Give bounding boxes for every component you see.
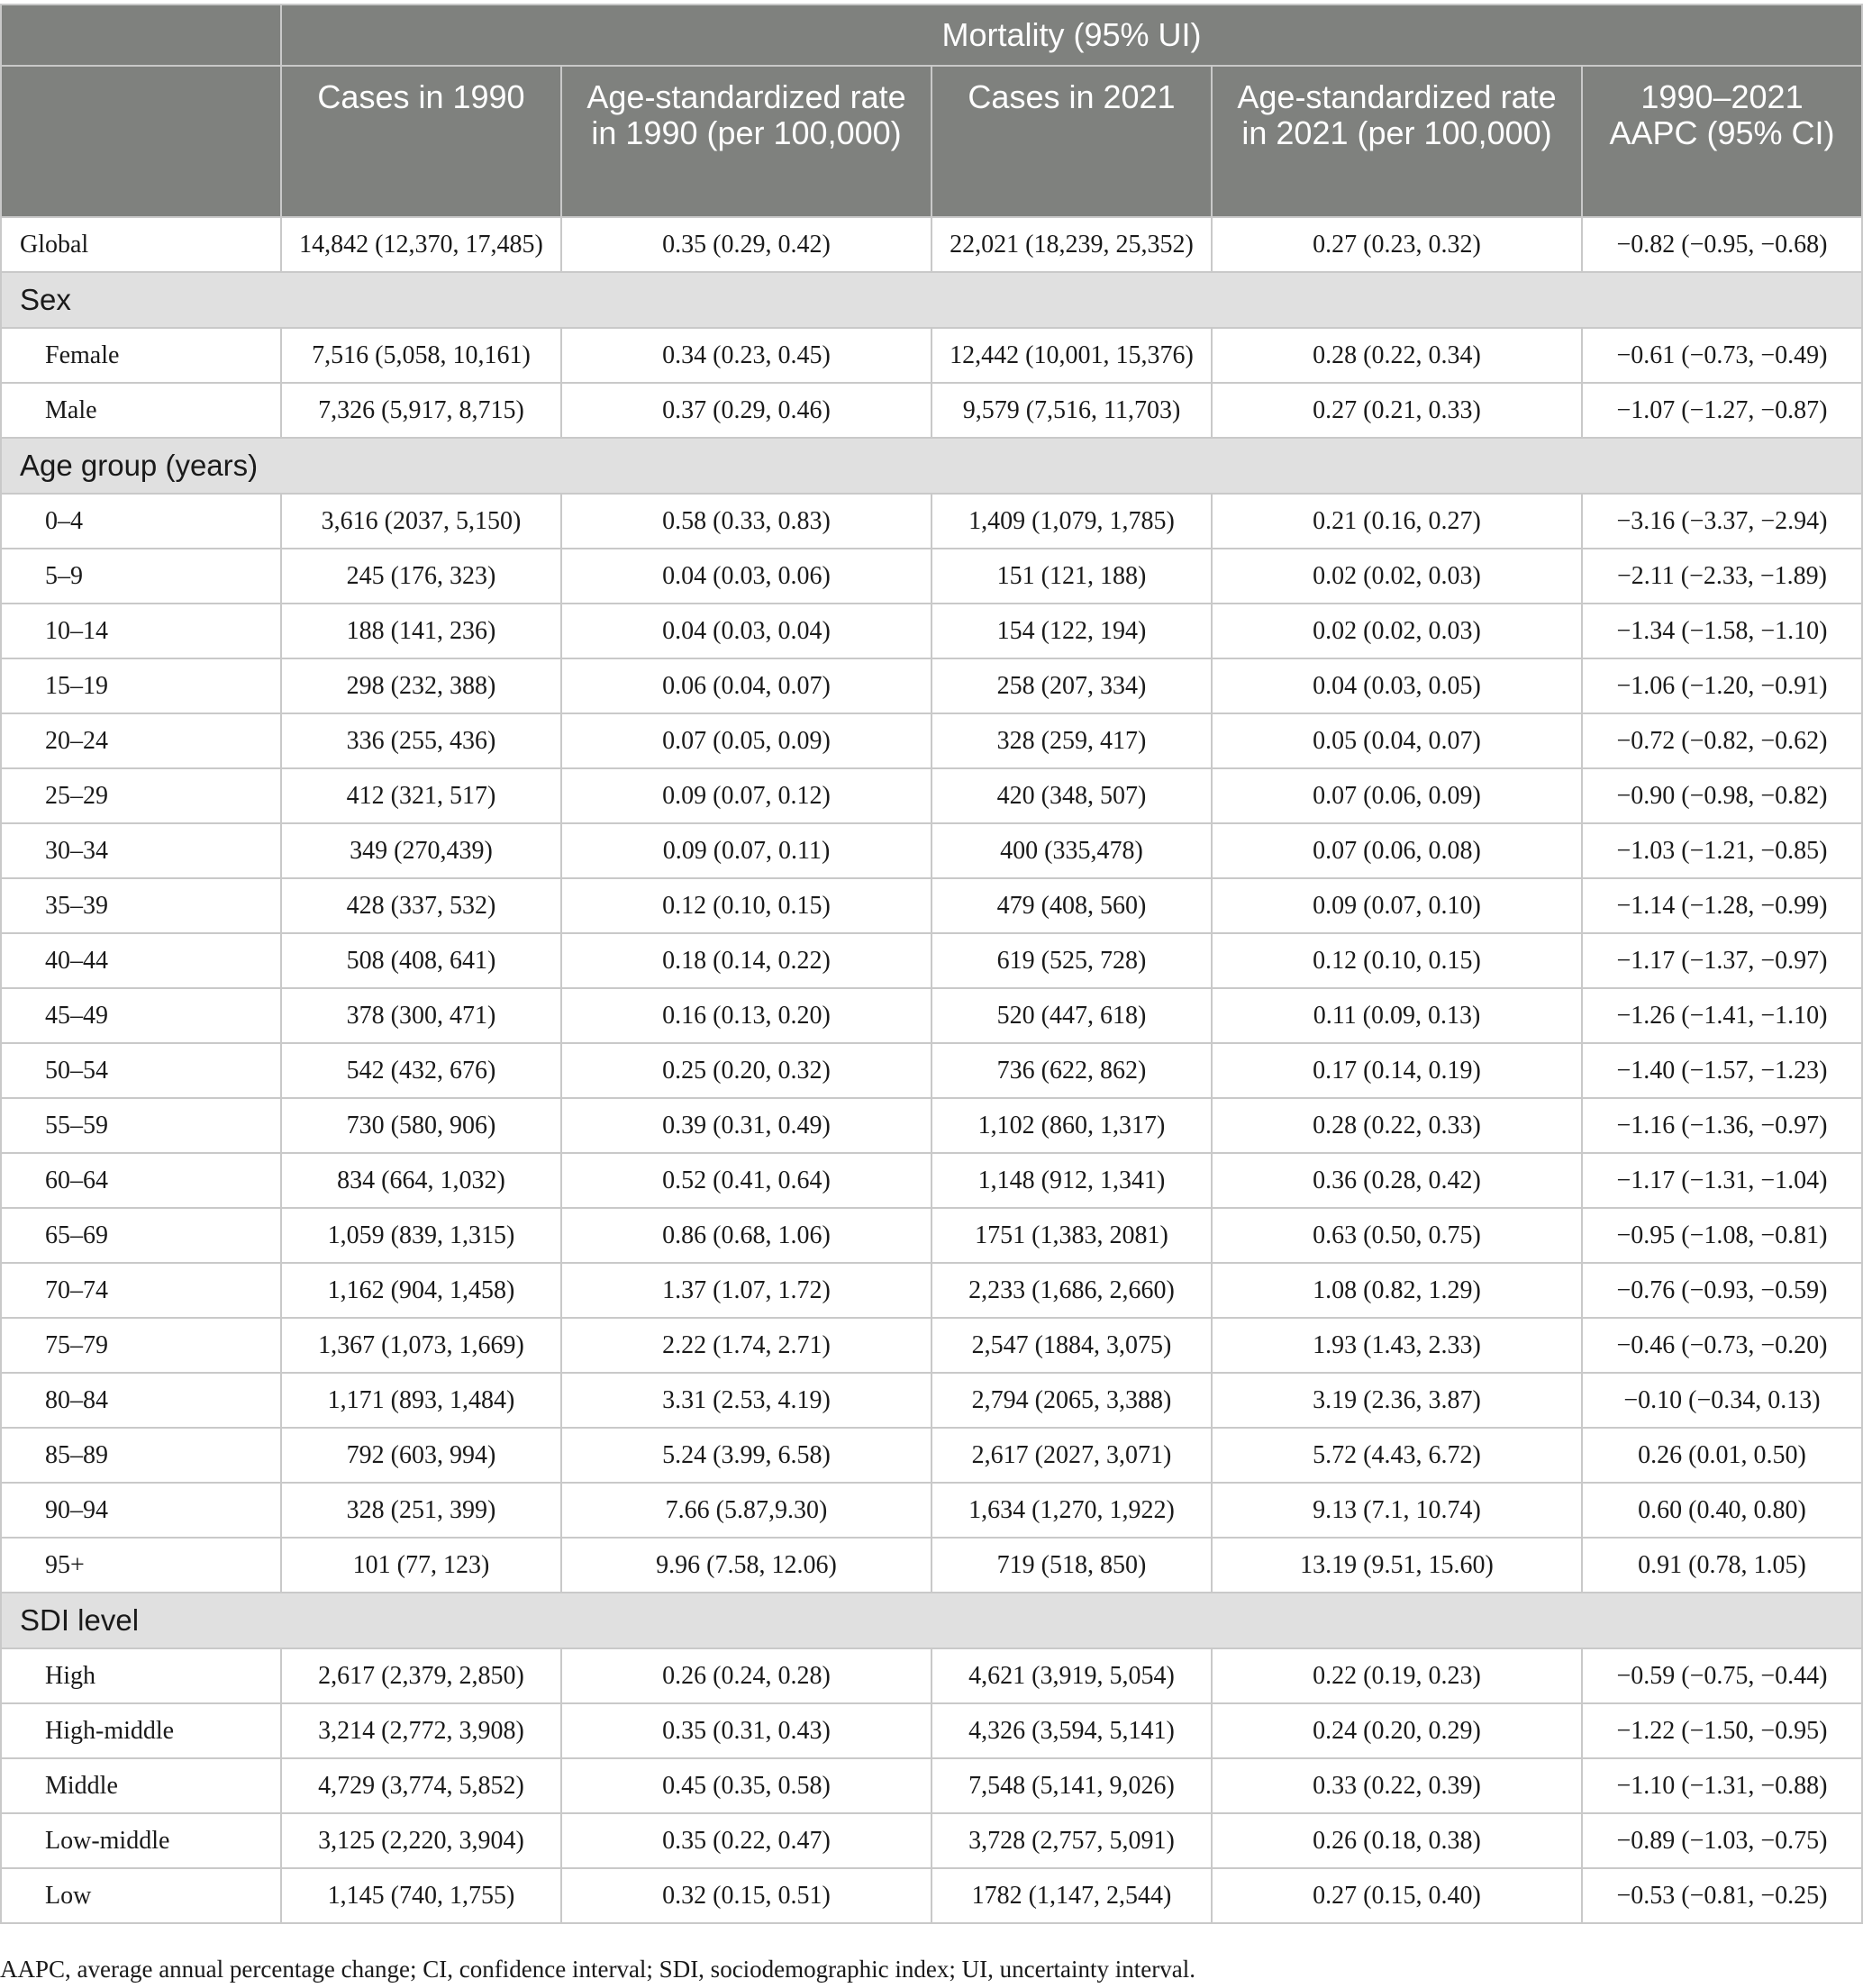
header-columns-row xyxy=(1,66,1862,217)
column-header-aapc: 1990–2021 AAPC (95% CI) xyxy=(1582,66,1862,217)
cell-asr-1990: 0.12 (0.10, 0.15) xyxy=(561,878,932,933)
cell-cases-1990: 378 (300, 471) xyxy=(281,988,561,1043)
cell-asr-1990: 2.22 (1.74, 2.71) xyxy=(561,1318,932,1373)
row-label: 80–84 xyxy=(1,1373,281,1428)
row-label: 0–4 xyxy=(1,494,281,549)
row-label: 35–39 xyxy=(1,878,281,933)
table-row xyxy=(1,658,1862,713)
table-row xyxy=(1,1813,1862,1868)
cell-asr-2021: 0.09 (0.07, 0.10) xyxy=(1212,878,1582,933)
row-label: 60–64 xyxy=(1,1153,281,1208)
cell-aapc: 0.91 (0.78, 1.05) xyxy=(1582,1538,1862,1593)
cell-cases-2021: 479 (408, 560) xyxy=(932,878,1212,933)
row-label: 30–34 xyxy=(1,823,281,878)
cell-asr-1990: 0.06 (0.04, 0.07) xyxy=(561,658,932,713)
table-row xyxy=(1,933,1862,988)
table-row xyxy=(1,1538,1862,1593)
table-row xyxy=(1,383,1862,438)
cell-cases-2021: 2,233 (1,686, 2,660) xyxy=(932,1263,1212,1318)
column-header-asr-2021: Age-standardized rate in 2021 (per 100,000) xyxy=(1212,66,1582,217)
table-row xyxy=(1,549,1862,604)
table-row xyxy=(1,878,1862,933)
cell-asr-1990: 0.09 (0.07, 0.12) xyxy=(561,768,932,823)
cell-cases-1990: 7,326 (5,917, 8,715) xyxy=(281,383,561,438)
table-row xyxy=(1,1263,1862,1318)
cell-cases-2021: 151 (121, 188) xyxy=(932,549,1212,604)
row-label: High xyxy=(1,1648,281,1703)
cell-aapc: −1.34 (−1.58, −1.10) xyxy=(1582,604,1862,658)
table-row xyxy=(1,1483,1862,1538)
row-label: Middle xyxy=(1,1758,281,1813)
cell-asr-1990: 0.39 (0.31, 0.49) xyxy=(561,1098,932,1153)
cell-asr-2021: 0.05 (0.04, 0.07) xyxy=(1212,713,1582,768)
cell-cases-1990: 1,145 (740, 1,755) xyxy=(281,1868,561,1923)
column-header-asr-1990: Age-standardized rate in 1990 (per 100,000) xyxy=(561,66,932,217)
row-label: 25–29 xyxy=(1,768,281,823)
cell-asr-1990: 0.16 (0.13, 0.20) xyxy=(561,988,932,1043)
cell-cases-1990: 14,842 (12,370, 17,485) xyxy=(281,217,561,272)
section-header-row xyxy=(1,438,1862,494)
cell-asr-1990: 0.34 (0.23, 0.45) xyxy=(561,328,932,383)
cell-cases-1990: 2,617 (2,379, 2,850) xyxy=(281,1648,561,1703)
cell-cases-2021: 520 (447, 618) xyxy=(932,988,1212,1043)
cell-cases-2021: 1,409 (1,079, 1,785) xyxy=(932,494,1212,549)
cell-asr-1990: 0.35 (0.29, 0.42) xyxy=(561,217,932,272)
cell-asr-1990: 3.31 (2.53, 4.19) xyxy=(561,1373,932,1428)
cell-asr-1990: 0.35 (0.22, 0.47) xyxy=(561,1813,932,1868)
row-label: 20–24 xyxy=(1,713,281,768)
table-row xyxy=(1,328,1862,383)
cell-aapc: 0.26 (0.01, 0.50) xyxy=(1582,1428,1862,1483)
cell-asr-2021: 0.26 (0.18, 0.38) xyxy=(1212,1813,1582,1868)
cell-cases-2021: 719 (518, 850) xyxy=(932,1538,1212,1593)
mortality-table xyxy=(0,4,1863,1924)
cell-asr-1990: 0.52 (0.41, 0.64) xyxy=(561,1153,932,1208)
cell-cases-1990: 328 (251, 399) xyxy=(281,1483,561,1538)
row-label: 70–74 xyxy=(1,1263,281,1318)
cell-cases-2021: 1,148 (912, 1,341) xyxy=(932,1153,1212,1208)
table-row xyxy=(1,1428,1862,1483)
cell-asr-2021: 0.28 (0.22, 0.33) xyxy=(1212,1098,1582,1153)
cell-cases-1990: 298 (232, 388) xyxy=(281,658,561,713)
cell-cases-1990: 1,059 (839, 1,315) xyxy=(281,1208,561,1263)
cell-asr-2021: 0.02 (0.02, 0.03) xyxy=(1212,549,1582,604)
cell-asr-2021: 0.24 (0.20, 0.29) xyxy=(1212,1703,1582,1758)
row-label: 55–59 xyxy=(1,1098,281,1153)
cell-aapc: −0.46 (−0.73, −0.20) xyxy=(1582,1318,1862,1373)
cell-aapc: −3.16 (−3.37, −2.94) xyxy=(1582,494,1862,549)
table-row xyxy=(1,1318,1862,1373)
cell-cases-2021: 2,617 (2027, 3,071) xyxy=(932,1428,1212,1483)
cell-asr-1990: 0.37 (0.29, 0.46) xyxy=(561,383,932,438)
cell-cases-2021: 9,579 (7,516, 11,703) xyxy=(932,383,1212,438)
cell-cases-1990: 792 (603, 994) xyxy=(281,1428,561,1483)
section-header-row xyxy=(1,272,1862,328)
cell-aapc: −0.61 (−0.73, −0.49) xyxy=(1582,328,1862,383)
cell-cases-1990: 349 (270,439) xyxy=(281,823,561,878)
cell-cases-2021: 2,794 (2065, 3,388) xyxy=(932,1373,1212,1428)
cell-aapc: −1.17 (−1.31, −1.04) xyxy=(1582,1153,1862,1208)
row-label: 5–9 xyxy=(1,549,281,604)
cell-aapc: −0.89 (−1.03, −0.75) xyxy=(1582,1813,1862,1868)
cell-cases-1990: 730 (580, 906) xyxy=(281,1098,561,1153)
cell-aapc: −1.16 (−1.36, −0.97) xyxy=(1582,1098,1862,1153)
cell-aapc: 0.60 (0.40, 0.80) xyxy=(1582,1483,1862,1538)
row-label: Male xyxy=(1,383,281,438)
cell-asr-1990: 0.04 (0.03, 0.06) xyxy=(561,549,932,604)
cell-cases-2021: 7,548 (5,141, 9,026) xyxy=(932,1758,1212,1813)
row-label: 15–19 xyxy=(1,658,281,713)
cell-aapc: −1.06 (−1.20, −0.91) xyxy=(1582,658,1862,713)
mortality-table-container xyxy=(0,4,1861,1924)
header-corner-cell xyxy=(1,5,281,66)
cell-asr-2021: 0.02 (0.02, 0.03) xyxy=(1212,604,1582,658)
table-row xyxy=(1,1868,1862,1923)
cell-asr-2021: 0.17 (0.14, 0.19) xyxy=(1212,1043,1582,1098)
cell-cases-1990: 3,125 (2,220, 3,904) xyxy=(281,1813,561,1868)
table-row xyxy=(1,988,1862,1043)
cell-asr-2021: 3.19 (2.36, 3.87) xyxy=(1212,1373,1582,1428)
table-row xyxy=(1,713,1862,768)
section-title: Age group (years) xyxy=(1,438,1862,494)
cell-asr-2021: 0.33 (0.22, 0.39) xyxy=(1212,1758,1582,1813)
cell-asr-2021: 5.72 (4.43, 6.72) xyxy=(1212,1428,1582,1483)
cell-aapc: −1.26 (−1.41, −1.10) xyxy=(1582,988,1862,1043)
cell-cases-2021: 3,728 (2,757, 5,091) xyxy=(932,1813,1212,1868)
cell-cases-2021: 1,634 (1,270, 1,922) xyxy=(932,1483,1212,1538)
cell-asr-2021: 13.19 (9.51, 15.60) xyxy=(1212,1538,1582,1593)
cell-asr-1990: 0.07 (0.05, 0.09) xyxy=(561,713,932,768)
cell-asr-2021: 1.08 (0.82, 1.29) xyxy=(1212,1263,1582,1318)
cell-cases-1990: 834 (664, 1,032) xyxy=(281,1153,561,1208)
row-label: 85–89 xyxy=(1,1428,281,1483)
table-row xyxy=(1,1703,1862,1758)
cell-aapc: −1.07 (−1.27, −0.87) xyxy=(1582,383,1862,438)
header-group-row xyxy=(1,5,1862,66)
cell-aapc: −0.59 (−0.75, −0.44) xyxy=(1582,1648,1862,1703)
table-row xyxy=(1,1043,1862,1098)
cell-asr-2021: 0.07 (0.06, 0.08) xyxy=(1212,823,1582,878)
cell-cases-1990: 3,616 (2037, 5,150) xyxy=(281,494,561,549)
row-label: 65–69 xyxy=(1,1208,281,1263)
row-label: 40–44 xyxy=(1,933,281,988)
table-row xyxy=(1,1098,1862,1153)
cell-cases-2021: 22,021 (18,239, 25,352) xyxy=(932,217,1212,272)
cell-cases-2021: 1751 (1,383, 2081) xyxy=(932,1208,1212,1263)
cell-cases-1990: 4,729 (3,774, 5,852) xyxy=(281,1758,561,1813)
cell-asr-1990: 0.35 (0.31, 0.43) xyxy=(561,1703,932,1758)
table-header xyxy=(1,5,1862,217)
cell-asr-1990: 0.45 (0.35, 0.58) xyxy=(561,1758,932,1813)
row-label: 90–94 xyxy=(1,1483,281,1538)
cell-cases-2021: 400 (335,478) xyxy=(932,823,1212,878)
table-row-global xyxy=(1,217,1862,272)
row-label: 50–54 xyxy=(1,1043,281,1098)
row-label: Low xyxy=(1,1868,281,1923)
table-row xyxy=(1,1648,1862,1703)
cell-aapc: −0.90 (−0.98, −0.82) xyxy=(1582,768,1862,823)
cell-asr-2021: 0.63 (0.50, 0.75) xyxy=(1212,1208,1582,1263)
cell-cases-1990: 3,214 (2,772, 3,908) xyxy=(281,1703,561,1758)
cell-aapc: −1.22 (−1.50, −0.95) xyxy=(1582,1703,1862,1758)
cell-asr-1990: 7.66 (5.87,9.30) xyxy=(561,1483,932,1538)
row-label: Low-middle xyxy=(1,1813,281,1868)
cell-asr-2021: 0.27 (0.15, 0.40) xyxy=(1212,1868,1582,1923)
cell-cases-2021: 420 (348, 507) xyxy=(932,768,1212,823)
cell-cases-1990: 336 (255, 436) xyxy=(281,713,561,768)
cell-cases-2021: 154 (122, 194) xyxy=(932,604,1212,658)
column-header-cases-2021: Cases in 2021 xyxy=(932,66,1212,217)
cell-cases-1990: 1,367 (1,073, 1,669) xyxy=(281,1318,561,1373)
cell-asr-2021: 0.07 (0.06, 0.09) xyxy=(1212,768,1582,823)
cell-asr-1990: 0.09 (0.07, 0.11) xyxy=(561,823,932,878)
cell-asr-1990: 0.25 (0.20, 0.32) xyxy=(561,1043,932,1098)
cell-cases-2021: 619 (525, 728) xyxy=(932,933,1212,988)
cell-aapc: −1.10 (−1.31, −0.88) xyxy=(1582,1758,1862,1813)
table-body xyxy=(1,217,1862,1923)
cell-asr-1990: 1.37 (1.07, 1.72) xyxy=(561,1263,932,1318)
cell-cases-2021: 736 (622, 862) xyxy=(932,1043,1212,1098)
cell-cases-1990: 542 (432, 676) xyxy=(281,1043,561,1098)
cell-aapc: −2.11 (−2.33, −1.89) xyxy=(1582,549,1862,604)
cell-asr-2021: 0.11 (0.09, 0.13) xyxy=(1212,988,1582,1043)
column-header-cases-1990: Cases in 1990 xyxy=(281,66,561,217)
cell-asr-2021: 0.28 (0.22, 0.34) xyxy=(1212,328,1582,383)
cell-asr-1990: 0.26 (0.24, 0.28) xyxy=(561,1648,932,1703)
row-label: 10–14 xyxy=(1,604,281,658)
table-row xyxy=(1,768,1862,823)
table-row xyxy=(1,1758,1862,1813)
row-label: Global xyxy=(1,217,281,272)
cell-aapc: −1.17 (−1.37, −0.97) xyxy=(1582,933,1862,988)
cell-cases-1990: 7,516 (5,058, 10,161) xyxy=(281,328,561,383)
cell-aapc: −0.53 (−0.81, −0.25) xyxy=(1582,1868,1862,1923)
header-group-label: Mortality (95% UI) xyxy=(281,5,1862,66)
row-label: Female xyxy=(1,328,281,383)
cell-asr-1990: 0.18 (0.14, 0.22) xyxy=(561,933,932,988)
cell-aapc: −0.76 (−0.93, −0.59) xyxy=(1582,1263,1862,1318)
cell-asr-1990: 0.86 (0.68, 1.06) xyxy=(561,1208,932,1263)
cell-asr-2021: 0.12 (0.10, 0.15) xyxy=(1212,933,1582,988)
cell-asr-1990: 5.24 (3.99, 6.58) xyxy=(561,1428,932,1483)
cell-asr-2021: 0.36 (0.28, 0.42) xyxy=(1212,1153,1582,1208)
cell-aapc: −1.03 (−1.21, −0.85) xyxy=(1582,823,1862,878)
cell-cases-2021: 328 (259, 417) xyxy=(932,713,1212,768)
cell-cases-2021: 4,326 (3,594, 5,141) xyxy=(932,1703,1212,1758)
row-label: 45–49 xyxy=(1,988,281,1043)
cell-asr-1990: 0.32 (0.15, 0.51) xyxy=(561,1868,932,1923)
cell-cases-2021: 4,621 (3,919, 5,054) xyxy=(932,1648,1212,1703)
cell-asr-2021: 0.04 (0.03, 0.05) xyxy=(1212,658,1582,713)
row-label: 95+ xyxy=(1,1538,281,1593)
cell-cases-1990: 1,171 (893, 1,484) xyxy=(281,1373,561,1428)
section-title: SDI level xyxy=(1,1593,1862,1648)
cell-asr-1990: 0.04 (0.03, 0.04) xyxy=(561,604,932,658)
header-corner-cell xyxy=(1,66,281,217)
cell-asr-1990: 0.58 (0.33, 0.83) xyxy=(561,494,932,549)
section-header-row xyxy=(1,1593,1862,1648)
row-label: High-middle xyxy=(1,1703,281,1758)
cell-asr-1990: 9.96 (7.58, 12.06) xyxy=(561,1538,932,1593)
cell-cases-1990: 101 (77, 123) xyxy=(281,1538,561,1593)
cell-aapc: −0.82 (−0.95, −0.68) xyxy=(1582,217,1862,272)
cell-cases-1990: 188 (141, 236) xyxy=(281,604,561,658)
table-footnote: AAPC, average annual percentage change; CI, confidence interval; SDI, sociodemographic index; UI, uncertainty interval. xyxy=(0,1956,1196,1983)
cell-cases-1990: 412 (321, 517) xyxy=(281,768,561,823)
table-row xyxy=(1,604,1862,658)
cell-cases-2021: 1,102 (860, 1,317) xyxy=(932,1098,1212,1153)
cell-cases-1990: 245 (176, 323) xyxy=(281,549,561,604)
cell-cases-1990: 1,162 (904, 1,458) xyxy=(281,1263,561,1318)
row-label: 75–79 xyxy=(1,1318,281,1373)
cell-cases-2021: 2,547 (1884, 3,075) xyxy=(932,1318,1212,1373)
table-row xyxy=(1,1153,1862,1208)
cell-cases-1990: 428 (337, 532) xyxy=(281,878,561,933)
cell-asr-2021: 9.13 (7.1, 10.74) xyxy=(1212,1483,1582,1538)
cell-aapc: −0.72 (−0.82, −0.62) xyxy=(1582,713,1862,768)
section-title: Sex xyxy=(1,272,1862,328)
cell-aapc: −0.10 (−0.34, 0.13) xyxy=(1582,1373,1862,1428)
cell-cases-2021: 258 (207, 334) xyxy=(932,658,1212,713)
cell-cases-2021: 12,442 (10,001, 15,376) xyxy=(932,328,1212,383)
cell-aapc: −1.14 (−1.28, −0.99) xyxy=(1582,878,1862,933)
table-row xyxy=(1,823,1862,878)
table-row xyxy=(1,494,1862,549)
table-row xyxy=(1,1373,1862,1428)
cell-asr-2021: 0.27 (0.23, 0.32) xyxy=(1212,217,1582,272)
cell-cases-2021: 1782 (1,147, 2,544) xyxy=(932,1868,1212,1923)
cell-asr-2021: 0.22 (0.19, 0.23) xyxy=(1212,1648,1582,1703)
cell-asr-2021: 1.93 (1.43, 2.33) xyxy=(1212,1318,1582,1373)
cell-aapc: −1.40 (−1.57, −1.23) xyxy=(1582,1043,1862,1098)
cell-asr-2021: 0.27 (0.21, 0.33) xyxy=(1212,383,1582,438)
cell-asr-2021: 0.21 (0.16, 0.27) xyxy=(1212,494,1582,549)
table-row xyxy=(1,1208,1862,1263)
cell-aapc: −0.95 (−1.08, −0.81) xyxy=(1582,1208,1862,1263)
cell-cases-1990: 508 (408, 641) xyxy=(281,933,561,988)
